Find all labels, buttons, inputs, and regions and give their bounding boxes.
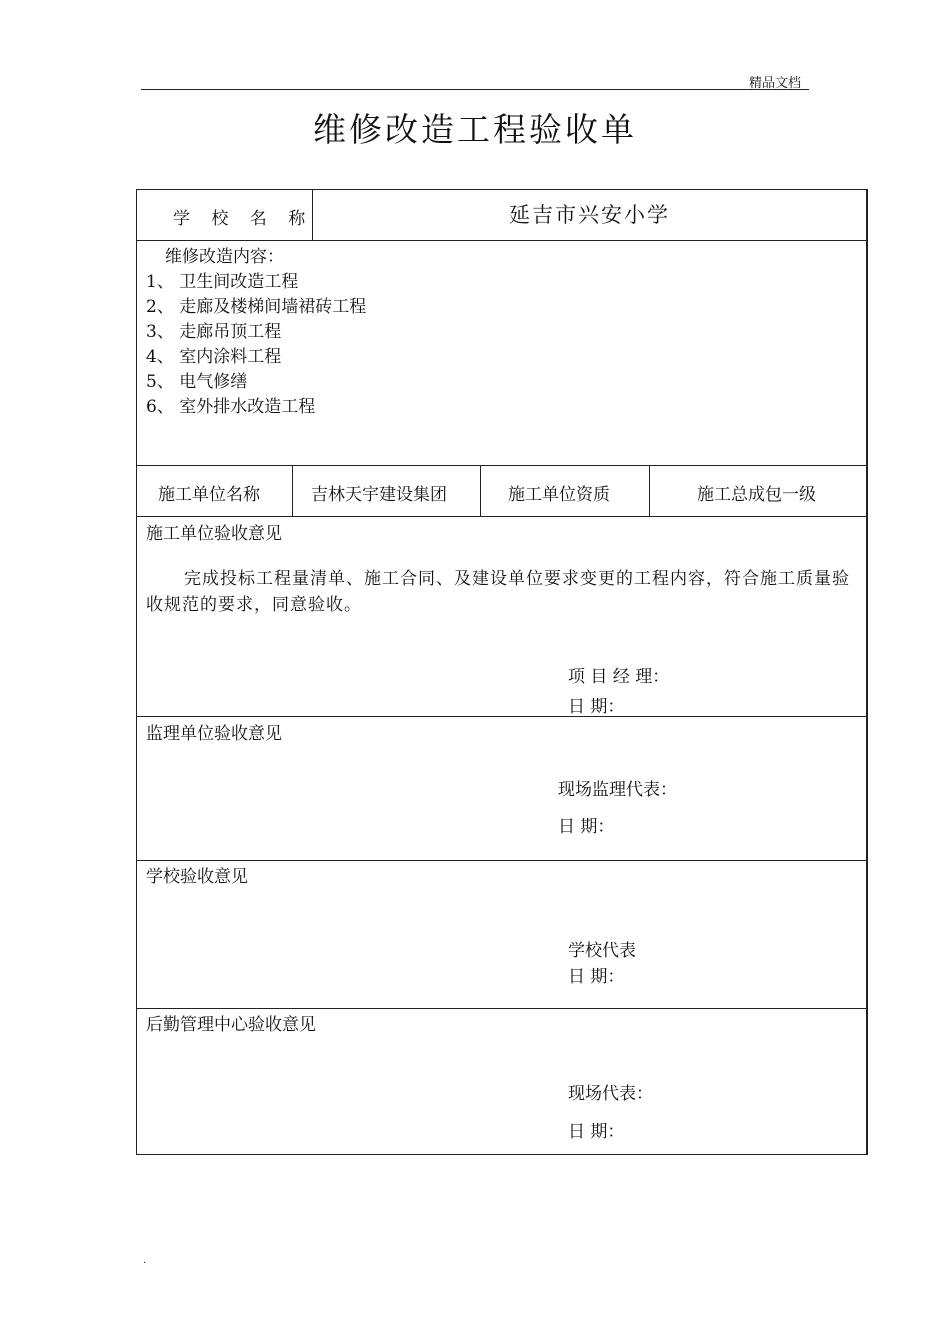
contractor-opinion-text: 完成投标工程量清单、施工合同、及建设单位要求变更的工程内容，符合施工质量验收规范的要求，同意验收。 bbox=[146, 569, 850, 615]
page-title: 维修改造工程验收单 bbox=[313, 110, 637, 149]
content-item: 5、 电气修缮 bbox=[146, 372, 248, 392]
column-divider bbox=[480, 465, 481, 516]
supervisor-opinion-heading: 监理单位验收意见 bbox=[146, 724, 282, 744]
school-date: 日 期： bbox=[568, 967, 625, 987]
contractor-qual-label: 施工单位资质 bbox=[508, 485, 610, 505]
school-name-value: 延吉市兴安小学 bbox=[509, 203, 670, 227]
row-divider bbox=[137, 465, 866, 466]
contractor-qual-value: 施工总成包一级 bbox=[697, 485, 816, 505]
contractor-name-value: 吉林天宇建设集团 bbox=[311, 485, 447, 505]
supervisor-sign: 现场监理代表： bbox=[558, 780, 677, 800]
column-divider bbox=[649, 465, 650, 516]
project-manager-sign: 项 目 经 理： bbox=[568, 667, 670, 687]
row-divider bbox=[137, 860, 866, 861]
content-heading: 维修改造内容： bbox=[165, 247, 284, 267]
school-representative-sign: 学校代表 bbox=[568, 941, 636, 961]
row-divider bbox=[137, 240, 866, 241]
contractor-opinion-heading: 施工单位验收意见 bbox=[146, 524, 282, 544]
row-divider bbox=[137, 1008, 866, 1009]
acceptance-table bbox=[136, 189, 868, 1155]
content-item: 1、 卫生间改造工程 bbox=[146, 272, 299, 292]
logistics-representative-sign: 现场代表： bbox=[568, 1084, 653, 1104]
content-item: 6、 室外排水改造工程 bbox=[146, 397, 316, 417]
row-divider bbox=[137, 716, 866, 717]
school-opinion-heading: 学校验收意见 bbox=[146, 867, 248, 887]
column-divider bbox=[292, 465, 293, 516]
supervisor-date: 日 期： bbox=[558, 817, 615, 837]
header-rule bbox=[141, 89, 809, 90]
school-name-label: 学 校 名 称 bbox=[173, 209, 314, 229]
content-item: 4、 室内涂料工程 bbox=[146, 347, 282, 367]
content-item: 2、 走廊及楼梯间墙裙砖工程 bbox=[146, 297, 367, 317]
logistics-date: 日 期： bbox=[568, 1122, 625, 1142]
content-item: 3、 走廊吊顶工程 bbox=[146, 322, 282, 342]
contractor-name-label: 施工单位名称 bbox=[158, 485, 260, 505]
row-divider bbox=[137, 516, 866, 517]
logistics-opinion-heading: 后勤管理中心验收意见 bbox=[146, 1015, 316, 1035]
footer-mark: . bbox=[143, 1255, 147, 1266]
header-text: 精品文档 bbox=[749, 76, 802, 91]
contractor-date: 日 期： bbox=[568, 697, 625, 717]
